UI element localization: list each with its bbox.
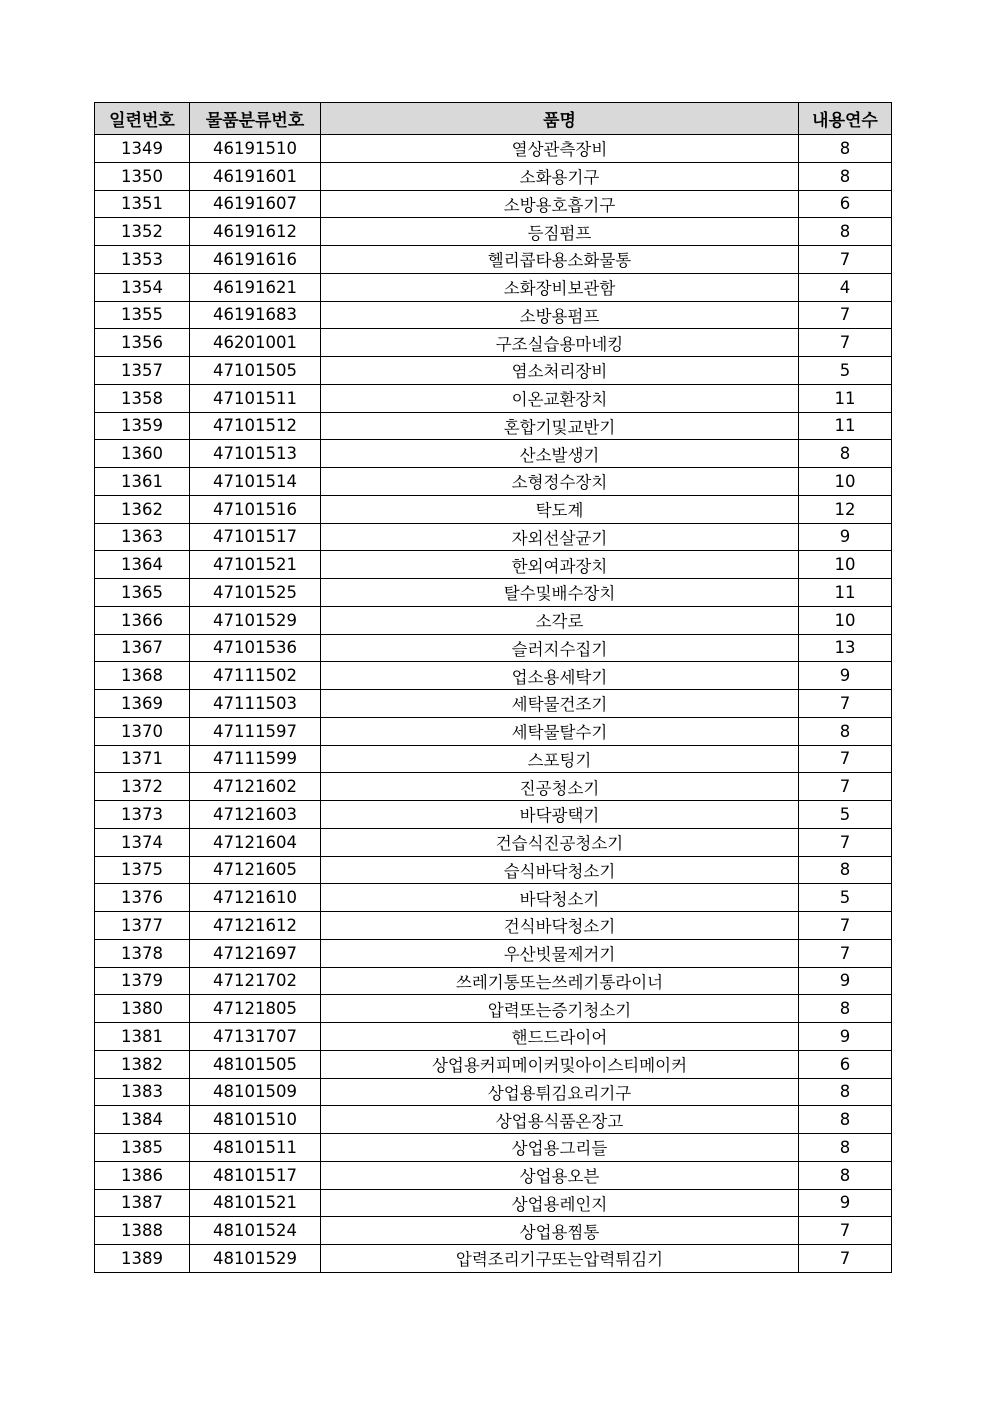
item-name-cell: 스포팅기 [321,745,799,773]
durable-years-cell: 9 [799,1189,892,1217]
classification-number-cell: 46191612 [190,218,321,246]
serial-number-cell: 1380 [95,995,190,1023]
serial-number-cell: 1389 [95,1245,190,1273]
classification-number-cell: 47121702 [190,967,321,995]
table-row [95,745,892,773]
durable-years-cell: 8 [799,1078,892,1106]
serial-number-cell: 1362 [95,495,190,523]
durable-years-cell: 6 [799,1050,892,1078]
durable-years-cell: 12 [799,495,892,523]
durable-years-cell: 7 [799,828,892,856]
item-name-cell: 습식바닥청소기 [321,856,799,884]
durable-years-cell: 5 [799,801,892,829]
classification-number-cell: 48101524 [190,1217,321,1245]
classification-number-cell: 46191607 [190,190,321,218]
durable-years-cell: 7 [799,301,892,329]
serial-number-cell: 1367 [95,634,190,662]
table-row [95,162,892,190]
table-row [95,579,892,607]
table-row [95,1078,892,1106]
classification-number-cell: 47101521 [190,551,321,579]
table-row [95,412,892,440]
classification-number-cell: 46201001 [190,329,321,357]
classification-number-cell: 47101505 [190,357,321,385]
serial-number-cell: 1364 [95,551,190,579]
classification-number-cell: 48101510 [190,1106,321,1134]
item-name-cell: 소형정수장치 [321,468,799,496]
serial-number-cell: 1385 [95,1134,190,1162]
classification-number-cell: 47121603 [190,801,321,829]
durable-years-cell: 8 [799,717,892,745]
classification-number-cell: 47101529 [190,606,321,634]
classification-number-cell: 47121697 [190,939,321,967]
item-name-cell: 자외선살균기 [321,523,799,551]
item-name-cell: 소각로 [321,606,799,634]
classification-number-cell: 47111599 [190,745,321,773]
classification-number-cell: 47121805 [190,995,321,1023]
serial-number-cell: 1369 [95,690,190,718]
table-row [95,717,892,745]
classification-number-cell: 47101517 [190,523,321,551]
table-row [95,1217,892,1245]
item-name-cell: 우산빗물제거기 [321,939,799,967]
serial-number-cell: 1378 [95,939,190,967]
durable-years-cell: 8 [799,1106,892,1134]
serial-number-cell: 1386 [95,1161,190,1189]
classification-number-cell: 47121604 [190,828,321,856]
table-header [95,103,892,135]
table-row [95,856,892,884]
durable-years-cell: 7 [799,690,892,718]
classification-number-cell: 46191510 [190,135,321,163]
classification-number-cell: 47101514 [190,468,321,496]
item-name-cell: 산소발생기 [321,440,799,468]
durable-years-cell: 8 [799,856,892,884]
item-name-cell: 세탁물건조기 [321,690,799,718]
durable-years-cell: 4 [799,273,892,301]
durable-years-cell: 7 [799,939,892,967]
table-row [95,828,892,856]
item-name-cell: 세탁물탈수기 [321,717,799,745]
serial-number-cell: 1352 [95,218,190,246]
durable-years-cell: 9 [799,662,892,690]
table-row [95,329,892,357]
item-name-cell: 구조실습용마네킹 [321,329,799,357]
classification-number-cell: 46191621 [190,273,321,301]
table-row [95,634,892,662]
durable-years-cell: 8 [799,995,892,1023]
durable-years-cell: 7 [799,329,892,357]
serial-number-cell: 1357 [95,357,190,385]
table-row [95,1161,892,1189]
classification-number-cell: 46191616 [190,246,321,274]
durable-years-cell: 10 [799,468,892,496]
durable-years-cell: 7 [799,745,892,773]
item-name-cell: 헬리콥타용소화물통 [321,246,799,274]
serial-number-cell: 1382 [95,1050,190,1078]
table-row [95,551,892,579]
header-item-name: 품명 [321,103,799,135]
header-classification-number: 물품분류번호 [190,103,321,135]
durable-years-cell: 8 [799,162,892,190]
classification-number-cell: 47121605 [190,856,321,884]
serial-number-cell: 1375 [95,856,190,884]
durable-years-cell: 5 [799,884,892,912]
durable-years-cell: 8 [799,135,892,163]
serial-number-cell: 1356 [95,329,190,357]
item-name-cell: 핸드드라이어 [321,1023,799,1051]
item-name-cell: 상업용오븐 [321,1161,799,1189]
item-name-cell: 소방용펌프 [321,301,799,329]
serial-number-cell: 1359 [95,412,190,440]
classification-number-cell: 47101512 [190,412,321,440]
item-name-cell: 염소처리장비 [321,357,799,385]
durable-years-cell: 7 [799,1217,892,1245]
serial-number-cell: 1372 [95,773,190,801]
durable-years-cell: 8 [799,1161,892,1189]
item-name-cell: 탈수및배수장치 [321,579,799,607]
serial-number-cell: 1358 [95,384,190,412]
item-name-cell: 열상관측장비 [321,135,799,163]
classification-number-cell: 47111503 [190,690,321,718]
table-row [95,523,892,551]
classification-number-cell: 47101525 [190,579,321,607]
table-row [95,801,892,829]
table-row [95,773,892,801]
serial-number-cell: 1351 [95,190,190,218]
table-row [95,218,892,246]
durable-years-cell: 5 [799,357,892,385]
serial-number-cell: 1354 [95,273,190,301]
table-row [95,995,892,1023]
item-name-cell: 압력또는증기청소기 [321,995,799,1023]
item-name-cell: 이온교환장치 [321,384,799,412]
table-row [95,190,892,218]
table-row [95,690,892,718]
classification-number-cell: 46191601 [190,162,321,190]
serial-number-cell: 1365 [95,579,190,607]
table-row [95,912,892,940]
durable-years-cell: 9 [799,967,892,995]
table-row [95,884,892,912]
item-name-cell: 등짐펌프 [321,218,799,246]
table-row [95,662,892,690]
table-body [95,135,892,1273]
serial-number-cell: 1379 [95,967,190,995]
item-name-cell: 바닥광택기 [321,801,799,829]
durable-years-cell: 7 [799,1245,892,1273]
classification-number-cell: 47101536 [190,634,321,662]
item-name-cell: 상업용커피메이커및아이스티메이커 [321,1050,799,1078]
durable-years-cell: 9 [799,1023,892,1051]
classification-number-cell: 48101505 [190,1050,321,1078]
durable-years-cell: 11 [799,579,892,607]
durable-years-cell: 10 [799,551,892,579]
classification-number-cell: 47101511 [190,384,321,412]
durable-years-cell: 8 [799,218,892,246]
serial-number-cell: 1383 [95,1078,190,1106]
item-name-cell: 건습식진공청소기 [321,828,799,856]
classification-number-cell: 47131707 [190,1023,321,1051]
item-name-cell: 소화용기구 [321,162,799,190]
table-row [95,468,892,496]
header-row [95,103,892,135]
item-name-cell: 업소용세탁기 [321,662,799,690]
serial-number-cell: 1374 [95,828,190,856]
serial-number-cell: 1371 [95,745,190,773]
table-row [95,495,892,523]
classification-number-cell: 48101509 [190,1078,321,1106]
item-name-cell: 건식바닥청소기 [321,912,799,940]
serial-number-cell: 1366 [95,606,190,634]
classification-number-cell: 48101529 [190,1245,321,1273]
classification-number-cell: 48101511 [190,1134,321,1162]
serial-number-cell: 1370 [95,717,190,745]
table-row [95,1134,892,1162]
classification-number-cell: 48101517 [190,1161,321,1189]
item-name-cell: 상업용찜통 [321,1217,799,1245]
table-row [95,939,892,967]
table-row [95,273,892,301]
item-name-cell: 상업용레인지 [321,1189,799,1217]
durable-years-cell: 11 [799,412,892,440]
serial-number-cell: 1353 [95,246,190,274]
serial-number-cell: 1388 [95,1217,190,1245]
classification-number-cell: 47111502 [190,662,321,690]
serial-number-cell: 1350 [95,162,190,190]
serial-number-cell: 1355 [95,301,190,329]
durable-years-cell: 7 [799,773,892,801]
serial-number-cell: 1368 [95,662,190,690]
durable-years-cell: 7 [799,912,892,940]
item-name-cell: 바닥청소기 [321,884,799,912]
serial-number-cell: 1360 [95,440,190,468]
table-row [95,246,892,274]
durable-years-cell: 10 [799,606,892,634]
table-row [95,1245,892,1273]
table-row [95,440,892,468]
item-name-cell: 소화장비보관함 [321,273,799,301]
classification-number-cell: 48101521 [190,1189,321,1217]
table-row [95,357,892,385]
item-name-cell: 상업용그리들 [321,1134,799,1162]
serial-number-cell: 1387 [95,1189,190,1217]
serial-number-cell: 1384 [95,1106,190,1134]
item-name-cell: 압력조리기구또는압력튀김기 [321,1245,799,1273]
table-row [95,1023,892,1051]
table-row [95,1189,892,1217]
serial-number-cell: 1363 [95,523,190,551]
classification-number-cell: 47121612 [190,912,321,940]
durable-years-cell: 11 [799,384,892,412]
item-name-cell: 혼합기및교반기 [321,412,799,440]
item-name-cell: 쓰레기통또는쓰레기통라이너 [321,967,799,995]
classification-number-cell: 47121602 [190,773,321,801]
item-name-cell: 소방용호흡기구 [321,190,799,218]
durable-years-cell: 8 [799,1134,892,1162]
serial-number-cell: 1373 [95,801,190,829]
durable-years-cell: 6 [799,190,892,218]
table-row [95,1106,892,1134]
item-name-cell: 슬러지수집기 [321,634,799,662]
table-row [95,301,892,329]
item-name-cell: 진공청소기 [321,773,799,801]
classification-number-cell: 47111597 [190,717,321,745]
table-row [95,967,892,995]
item-name-cell: 상업용튀김요리기구 [321,1078,799,1106]
durable-years-cell: 7 [799,246,892,274]
table-row [95,1050,892,1078]
durable-years-table [94,102,892,1273]
serial-number-cell: 1349 [95,135,190,163]
durable-years-cell: 9 [799,523,892,551]
serial-number-cell: 1361 [95,468,190,496]
item-name-cell: 탁도계 [321,495,799,523]
durable-years-cell: 13 [799,634,892,662]
classification-number-cell: 47101513 [190,440,321,468]
durable-years-cell: 8 [799,440,892,468]
classification-number-cell: 47121610 [190,884,321,912]
serial-number-cell: 1376 [95,884,190,912]
classification-number-cell: 47101516 [190,495,321,523]
item-name-cell: 한외여과장치 [321,551,799,579]
item-name-cell: 상업용식품온장고 [321,1106,799,1134]
table-row [95,384,892,412]
header-durable-years: 내용연수 [799,103,892,135]
table-row [95,135,892,163]
header-serial-number: 일련번호 [95,103,190,135]
classification-number-cell: 46191683 [190,301,321,329]
serial-number-cell: 1377 [95,912,190,940]
serial-number-cell: 1381 [95,1023,190,1051]
table-row [95,606,892,634]
